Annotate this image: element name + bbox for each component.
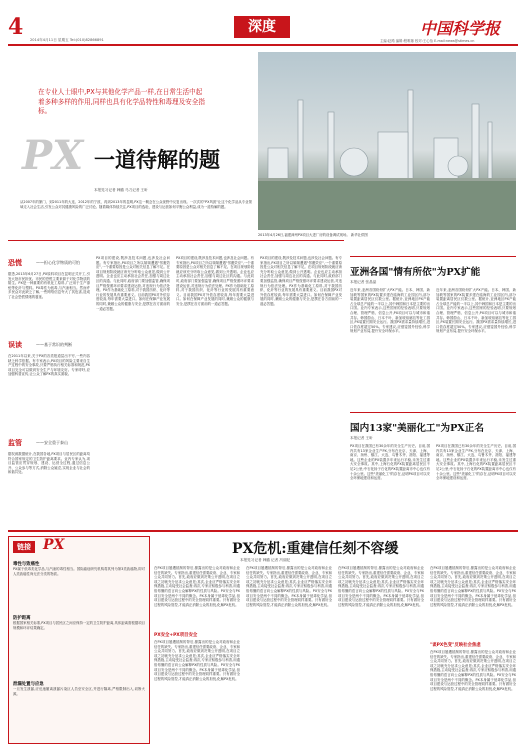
lead-byline: 本报见习记者 韩璐 马刀记者 王昕 — [94, 188, 148, 192]
section-misread — [8, 340, 90, 434]
lead-body: 从2007年的厦门、到2011年的大连、2012年的宁波、再到2013年的昆明,PX这一概念在公众视野中反复出现。一次次的"PX风波"让这个化学品从专业领域走入社会生活,引发公众对其健康风险的广泛讨论。随着媒体持续关注,PX项目的选址、建设与运营如何平衡公众利益,成为一道待解的题。 — [20, 200, 252, 209]
right-top-title: 亚洲各国"情有所依"为PX扩能 — [350, 267, 481, 278]
lead-kicker: PX — [22, 132, 84, 179]
header-rule — [8, 44, 518, 46]
section-supervise-body: 据权威数据统计,在我国各地,PX项目与居民区的距离均符合国家规定的卫生防护距离要求。业内专家认为,项目监管应贯穿规划、建设、运营全过程,通过信息公开、公众参与等方式,消除公众疑虑,实现企业与社会的和谐共处。 — [8, 452, 90, 475]
bottom-body-col3: 在PX项目屡遭抵制的背后,暴露出的是公众对政府和企业信任的缺失。专家指出,重建信任需要政府、企业、专家和公众共同努力。首先,政府应做到决策公开透明,在项目立项之初就充分征求公众意见;其次,企业应严格落实安全环保措施,主动接受社会监督;再次,专家应积极参与科普,用通俗易懂的语言向公众解释PX的性质与风险。PX安全与PX项目安全是两个不同的概念。PX本身属于低毒化学品,但项目建设与运营过程中的安全管理同样重要。只有做好全过程的风险管控,才能真正消除公众的担忧,化解PX危机。 — [338, 566, 424, 607]
mid-body-col1: PX项目的建设,既涉及技术问题,也涉及社会问题。有专家指出,PX项目之所以频频遭遇"邻避效应",一个重要原因是公众对相关信息了解不足。在项目规划阶段就应该充分听取公众意见,做到公开透明。企业也应主动承担社会责任,加强与周边社区的沟通。与此同时,政府部门要加强监管,确保项目严格按照环评要求建设运营,对违规行为依法处理。PX作为基础化工原料,对于我国纺织、化纤等行业的发展具有重要意义。目前我国PX对外依存度较高,每年需要大量进口。如何在保障产业发展的同时,兼顾公众的健康与安全,是摆在各方面前的一道必答题。 — [96, 256, 170, 311]
section-misread-subtitle: ——基于常识的判断 — [36, 342, 72, 347]
sidebar-item-title: 泄漏处置与应急 — [13, 682, 44, 687]
section-panic — [8, 258, 90, 332]
sidebar-badge — [13, 541, 35, 553]
section-tag — [234, 16, 290, 38]
section-panic-body: 据悉,2013年6月27日,PX原料项目在昆明正式开工,引发大批市民担忧。市民的恐慌主要来源于对化学物质的陌生。PX是一种重要的有机化工原料,广泛用于生产涤纶等化纤与塑料。PX毒性为低毒,与汽油相当。然而许多民众对此缺乏了解,一些网络信息夸大了其危害,造成了社会恐慌情绪的蔓延。 — [8, 272, 90, 299]
sidebar-item-body: 一旦发生泄漏,应迅速撤离泄漏污染区人员至安全区,并进行隔离,严格限制出入,切断火源。 — [13, 687, 145, 696]
bottom-subhead-1: PX安全+PX项目安全 — [154, 633, 198, 638]
bottom-byline: 本报见习记者 韩璐 记者 冯丽妃 — [240, 558, 291, 562]
right-mid-rule — [350, 412, 516, 413]
sidebar-item — [13, 615, 145, 671]
section-misread-label: 误读 — [8, 341, 22, 349]
photo-caption: 2013年4月26日,福建漳州PX项目大进厂房的设备调试现场。 新华社供图 — [258, 233, 368, 237]
bottom-body-col1b: 在PX项目屡遭抵制的背后,暴露出的是公众对政府和企业信任的缺失。专家指出,重建信任需要政府、企业、专家和公众共同努力。首先,政府应做到决策公开透明,在项目立项之初就充分征求公众意见;其次,企业应严格落实安全环保措施,主动接受社会监督;再次,专家应积极参与科普,用通俗易懂的语言向公众解释PX的性质与风险。PX安全与PX项目安全是两个不同的概念。PX本身属于低毒化学品,但项目建设与运营过程中的安全管理同样重要。只有做好全过程的风险管控,才能真正消除公众的担忧,化解PX危机。 — [154, 640, 240, 681]
right-top-body-col1: 近年来,亚洲各国纷纷扩大PX产能。日本、韩国、新加坡等国家的PX装置多建在临海的工业园区内,部分装置距离居民区仅数公里。据统计,亚洲地区PX产能占全球总产能的一半以上,其中韩国和日本是主要的出口国。业内专家表示,这些国家的经验表明,只要规划合理、管理严格、信息公开,PX项目可以与城市和谐共存。韩国蔚山、日本千叶、新加坡裕廊岛等化工园区,PX装置长期安全运行。我国PX需求量持续增长,进口依存度超过50%。专家建议,应借鉴国外经验,科学规划产业布局,提升安全环保水平。 — [350, 288, 430, 334]
bottom-body-col2: 在PX项目屡遭抵制的背后,暴露出的是公众对政府和企业信任的缺失。专家指出,重建信任需要政府、企业、专家和公众共同努力。首先,政府应做到决策公开透明,在项目立项之初就充分征求公众意见;其次,企业应严格落实安全环保措施,主动接受社会监督;再次,专家应积极参与科普,用通俗易懂的语言向公众解释PX的性质与风险。PX安全与PX项目安全是两个不同的概念。PX本身属于低毒化学品,但项目建设与运营过程中的安全管理同样重要。只有做好全过程的风险管控,才能真正消除公众的担忧,化解PX危机。 — [246, 566, 332, 607]
lead-title: 一道待解的题 — [94, 147, 220, 172]
staff-line: 主编:赵路 编辑:程唯珈 校对:王心怡 E-mail:news@stimes.cn — [380, 39, 475, 43]
right-mid-body-col1: PX项目在我国已有30余年的安全生产历史。目前,国内共有13家企业生产PX,分布在北京、天津、上海、南京、扬州、镇江、大连、乌鲁木齐、洛阳、福建等地。这些企业的PX装置多年来运行平稳,未发生过重大安全事故。其中,上海石化的PX装置距离居民区不足2公里;中石化扬子石化的PX装置距离市中心也仅有十余公里。这些"美丽化工"的存在,证明PX项目可以安全环保地建设和运营。 — [350, 444, 430, 481]
section-tag-label: 深度 — [248, 19, 276, 35]
bottom-rule — [8, 530, 518, 532]
right-top-byline: 本报记者 张晶晶 — [350, 280, 377, 284]
section-supervise-label: 监管 — [8, 439, 22, 447]
bottom-body-col4b: 在PX项目屡遭抵制的背后,暴露出的是公众对政府和企业信任的缺失。专家指出,重建信任需要政府、企业、专家和公众共同努力。首先,政府应做到决策公开透明,在项目立项之初就充分征求公众意见;其次,企业应严格落实安全环保措施,主动接受社会监督;再次,专家应积极参与科普,用通俗易懂的语言向公众解释PX的性质与风险。PX安全与PX项目安全是两个不同的概念。PX本身属于低毒化学品,但项目建设与运营过程中的安全管理同样重要。只有做好全过程的风险管控,才能真正消除公众的担忧,化解PX危机。 — [430, 650, 516, 691]
date-line: 2014年4月11日 星期五 Tel:(010)82866891 — [30, 38, 104, 42]
page-number: 4 — [8, 14, 24, 40]
right-top-body-col2: 近年来,亚洲各国纷纷扩大PX产能。日本、韩国、新加坡等国家的PX装置多建在临海的工业园区内,部分装置距离居民区仅数公里。据统计,亚洲地区PX产能占全球总产能的一半以上,其中韩国和日本是主要的出口国。业内专家表示,这些国家的经验表明,只要规划合理、管理严格、信息公开,PX项目可以与城市和谐共存。韩国蔚山、日本千叶、新加坡裕廊岛等化工园区,PX装置长期安全运行。我国PX需求量持续增长,进口依存度超过50%。专家建议,应借鉴国外经验,科学规划产业布局,提升安全环保水平。 — [436, 288, 516, 334]
sidebar-item — [13, 561, 145, 607]
left-col-rule — [8, 240, 344, 241]
section-supervise — [8, 438, 90, 526]
section-panic-label: 恐慌 — [8, 259, 22, 267]
sidebar-box — [8, 536, 150, 744]
section-misread-body: 在2011年以来,关于PX的各类报道层出不穷,一些内容缺乏科学依据。有专家表示,PX项目的风险主要来自生产过程中的安全事故,只要严格执行相关标准和规范,PX项目完全可以做到安全生产与环境友好。专家呼吁,应加强科普宣传,让公众了解PX的真实面貌。 — [8, 354, 90, 377]
lead-intro: 在专业人士眼中,PX与其他化学产品一样,在日常生活中起着多种多样的作用,同样也具有化学品特性和毒理及安全指标。 — [38, 88, 205, 116]
right-mid-byline: 本报记者 王昕 — [350, 436, 373, 440]
section-supervise-subtitle: ——安全重于泰山 — [36, 440, 68, 445]
sidebar-badge-label: 链接 — [17, 543, 31, 551]
right-mid-title: 国内13家"美丽化工"为PX正名 — [350, 423, 484, 434]
sidebar-kicker: PX — [43, 537, 65, 553]
sidebar-item-title: 防护距离 — [13, 616, 31, 621]
refinery-illustration — [258, 52, 516, 230]
sidebar-item — [13, 681, 145, 737]
bottom-title: PX危机:重建信任刻不容缓 — [232, 541, 399, 557]
refinery-photo — [258, 52, 516, 230]
sidebar-item-body: PX属于低毒类化学品,与汽油的毒性相当。国际癌症研究机构将其列为第3类致癌物,即对人类致癌性尚无法分类的物质。 — [13, 567, 145, 576]
section-panic-subtitle: ——担心化学物质的可怕 — [36, 260, 80, 265]
right-top-rule — [350, 256, 516, 257]
mid-body-col2: PX项目的建设,既涉及技术问题,也涉及社会问题。有专家指出,PX项目之所以频频遭遇"邻避效应",一个重要原因是公众对相关信息了解不足。在项目规划阶段就应该充分听取公众意见,做到公开透明。企业也应主动承担社会责任,加强与周边社区的沟通。与此同时,政府部门要加强监管,确保项目严格按照环评要求建设运营,对违规行为依法处理。PX作为基础化工原料,对于我国纺织、化纤等行业的发展具有重要意义。目前我国PX对外依存度较高,每年需要大量进口。如何在保障产业发展的同时,兼顾公众的健康与安全,是摆在各方面前的一道必答题。 — [176, 256, 254, 306]
sidebar-item-body: 根据国家相关标准,PX项目与居民区之间应保持一定的卫生防护距离,具体距离需根据项目规模和环评结果确定。 — [13, 621, 145, 630]
masthead-logo: 中国科学报 — [420, 19, 501, 38]
bottom-body-col1: 在PX项目屡遭抵制的背后,暴露出的是公众对政府和企业信任的缺失。专家指出,重建信任需要政府、企业、专家和公众共同努力。首先,政府应做到决策公开透明,在项目立项之初就充分征求公众意见;其次,企业应严格落实安全环保措施,主动接受社会监督;再次,专家应积极参与科普,用通俗易懂的语言向公众解释PX的性质与风险。PX安全与PX项目安全是两个不同的概念。PX本身属于低毒化学品,但项目建设与运营过程中的安全管理同样重要。只有做好全过程的风险管控,才能真正消除公众的担忧,化解PX危机。 — [154, 566, 240, 607]
bottom-body-col4: 在PX项目屡遭抵制的背后,暴露出的是公众对政府和企业信任的缺失。专家指出,重建信任需要政府、企业、专家和公众共同努力。首先,政府应做到决策公开透明,在项目立项之初就充分征求公众意见;其次,企业应严格落实安全环保措施,主动接受社会监督;再次,专家应积极参与科普,用通俗易懂的语言向公众解释PX的性质与风险。PX安全与PX项目安全是两个不同的概念。PX本身属于低毒化学品,但项目建设与运营过程中的安全管理同样重要。只有做好全过程的风险管控,才能真正消除公众的担忧,化解PX危机。 — [430, 566, 516, 607]
sidebar-item-title: 毒性与致癌性 — [13, 562, 40, 567]
bottom-subhead-2: "谈PX色变"反映社会焦虑 — [430, 643, 481, 648]
right-mid-body-col2: PX项目在我国已有30余年的安全生产历史。目前,国内共有13家企业生产PX,分布在北京、天津、上海、南京、扬州、镇江、大连、乌鲁木齐、洛阳、福建等地。这些企业的PX装置多年来运行平稳,未发生过重大安全事故。其中,上海石化的PX装置距离居民区不足2公里;中石化扬子石化的PX装置距离市中心也仅有十余公里。这些"美丽化工"的存在,证明PX项目可以安全环保地建设和运营。 — [436, 444, 516, 481]
mid-body-col3: PX项目的建设,既涉及技术问题,也涉及社会问题。有专家指出,PX项目之所以频频遭遇"邻避效应",一个重要原因是公众对相关信息了解不足。在项目规划阶段就应该充分听取公众意见,做到公开透明。企业也应主动承担社会责任,加强与周边社区的沟通。与此同时,政府部门要加强监管,确保项目严格按照环评要求建设运营,对违规行为依法处理。PX作为基础化工原料,对于我国纺织、化纤等行业的发展具有重要意义。目前我国PX对外依存度较高,每年需要大量进口。如何在保障产业发展的同时,兼顾公众的健康与安全,是摆在各方面前的一道必答题。 — [260, 256, 342, 306]
